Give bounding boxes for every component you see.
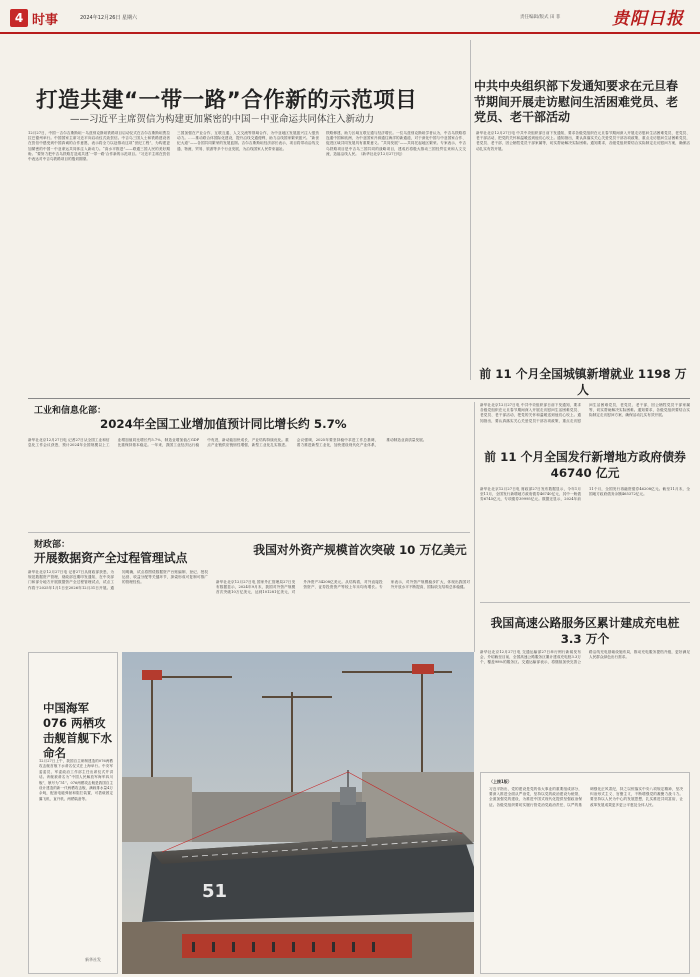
section-name: 时事: [32, 13, 59, 28]
section-divider: [480, 602, 690, 603]
lead-body-col-1: 12月27日，中国－吉尔吉斯斯坦－乌兹别克斯坦铁路项目启动仪式在吉尔吉斯斯坦贾拉拉巴德州举行。中国国家主席习近平向启动仪式致贺信。中吉乌三国人士和铁路建设者在贺信中感受到中国真诚的合作意愿，表示将全力以赴推动这项“世纪工程”，为构建更加紧密的中国－中亚命运共同体注入新动力。“高水平推进”——联通三国人民的美好期盼。“要努力把中吉乌铁路打造成共建‘一带一路’合作新的示范项目。”习近平主席在贺信中表达对中吉乌铁路项目的殷切期望。: [28, 131, 170, 162]
amphibious-ship-photo: [122, 652, 474, 974]
ship-illustration: [122, 652, 474, 974]
column-divider: [470, 40, 471, 380]
navy-sidebar: [28, 652, 118, 974]
lead-subhead: ——习近平主席贺信为构建更加紧密的中国－中亚命运共同体注入新动力: [70, 114, 375, 125]
navy-credit: 新华社发: [85, 957, 101, 962]
lead-headline: 打造共建“一带一路”合作新的示范项目: [36, 88, 418, 113]
page-number: 4: [10, 9, 28, 27]
bonds-headline: 前 11 个月全国发行新增地方政府债券 46740 亿元: [484, 450, 686, 480]
urban-jobs-body: 新华社北京12月27日电 中共中央组织部日前下发通知，要求各级党组织在元旦春节期间深入开展走访慰问生活困难党员、老党员、老干部活动，把党的关怀和温暖送到他们心坎上。通知指出，要认真落实关心关爱党员干部各项政策，重点走访慰问生活困难党员，老党员、老干部，因公牺牲党员干部家属等，切实帮助解决实际困难。通知要求，各级党组织要结合实际制定走访慰问方案，确保活动扎实有效开展。: [480, 403, 690, 423]
section-divider: [28, 532, 470, 533]
trade-body: 新华社北京12月27日电 国家外汇管理局27日发布数据显示，2024年9月末，我国对外资产规模首次突破10万亿美元，达到101281亿美元，对外净资产34208亿美元。从结构看，对外直接投资资产、证券投资资产等较上年末均有增长。专家表示，对外资产规模稳步扩大，体现出我国对外开放水平不断提高，国际收支结构总体稳健。: [216, 580, 470, 595]
lead-body-col-2: 三国加强在产业合作、互联互通、人文交流等领域合作，为中亚地区发展振兴注入强劲动力。……推动联合体国际化建设，提升沿线交通便利，助力沿线国家繁荣振兴。“新世纪大道”——各国共同繁荣的发展蓝图。吉尔吉斯斯坦经济部长表示，项目将带动沿线交通、物流、贸易、旅游等多个行业发展，为沿线国家人民带来福祉。: [177, 131, 319, 151]
bonds-body: 新华社北京12月27日电 财政部27日发布数据显示，今年1月至11月，全国发行新增地方政府债券46740亿元，其中一般债券6745亿元，专项债券39995亿元。数据还显示，2024年前11个月，全国发行再融资债券46208亿元。截至11月末，全国地方政府债务余额465372亿元。: [480, 487, 690, 502]
issue-date: 2024年12月26日 星期六: [80, 15, 138, 21]
newspaper-logo: 贵阳日报: [612, 9, 684, 29]
navy-body: 12月27日上午，我国自主研制建造的076两栖攻击舰首舰下水命名仪式在上海举行。中央军委委员、军委政治工作部主任出席仪式并讲话。该舰被命名为“中国人民解放军海军四川舰”，舷号为“51”。076两栖攻击舰是我国自主设计建造的新一代两栖攻击舰，满载排水量4万余吨，配备电磁弹射和阻拦装置，可搭载固定翼飞机、直升机、两栖装备等。: [39, 759, 113, 801]
urban-jobs-headline: 前 11 个月全国城镇新增就业 1198 万人: [479, 367, 687, 397]
finance-headline: 开展数据资产全过程管理试点: [34, 551, 188, 565]
commentary-title: （上接1版）: [489, 779, 512, 784]
editor-credit: 责任编辑/版式 田 菲: [520, 15, 561, 20]
industry-label: 工业和信息化部：: [34, 406, 107, 416]
commentary-box: [480, 772, 690, 974]
navy-headline: 中国海军 076 两栖攻击舰首舰下水命名: [43, 701, 112, 760]
right-top-body: 新华社北京12月27日电 中共中央组织部日前下发通知，要求各级党组织在元旦春节期间深入开展走访慰问生活困难党员、老党员、老干部活动，把党的关怀和温暖送到他们心坎上。通知指出，要认真落实关心关爱党员干部各项政策，重点走访慰问生活困难党员，老党员、老干部，因公牺牲党员干部家属等，切实帮助解决实际困难。通知要求，各级党组织要结合实际制定走访慰问方案，确保活动扎实有效开展。: [476, 131, 690, 151]
highway-headline: 我国高速公路服务区累计建成充电桩 3.3 万个: [490, 616, 680, 646]
right-top-headline: 中共中央组织部下发通知要求在元旦春节期间开展走访慰问生活困难党员、老党员、老干部活动: [474, 79, 679, 124]
svg-text:51: 51: [202, 881, 228, 902]
lead-body-col-3: 铁路修建，助力区域互联互通与经济增长。一位乌兹别克斯坦学者认为，中吉乌铁路将连通中国和欧洲，为中亚国家开辟通往海洋的新通道，对于深化中国与中亚国家合作、促进区域共同发展具有重要意义。“共同发展”——共同托起地区繁荣。专家表示，中吉乌铁路项目是中吉乌三国共同的战略项目，建成后将极大推动三国经贸往来和人文交流，造福沿线人民。（新华社北京12月27日电）: [326, 131, 466, 156]
trade-headline: 我国对外资产规模首次突破 10 万亿美元: [253, 543, 467, 557]
finance-body: 新华社北京12月27日电 记者27日从财政部获悉，为规范数据资产管理，财政部近期印发通知，在中央部门和部分地方开展数据资产全过程管理试点，试点工作将于2025年1月1日至2026年12月31日开展。通知明确，试点将围绕数据资产台账编制、登记、授权运营、收益分配等关键环节，探索形成可复制可推广的管理经验。: [28, 570, 208, 590]
section-divider: [28, 398, 690, 399]
highway-body: 新华社北京12月27日电 交通运输部27日举行例行新闻发布会，介绍截至目前，全国高速公路服务区累计建成充电桩3.3万个，覆盖98%的服务区。交通运输部表示，将继续加快完善公路沿线充电基础设施布局，推动充电服务提档升级，更好满足人民群众绿色出行需求。: [480, 650, 690, 665]
commentary-body: 习近平指出，党的建设是党的伟大事业的重要组成部分，要深入推进全面从严治党，坚持以党的政治建设为统领，全面加强党的建设，为推进中国式现代化提供坚强政治保证。各级党组织要切实履行管党治党政治责任，以严的基调强化正风肃纪，持之以恒落实中央八项规定精神，坚决纠治形式主义、官僚主义，不断增强党的凝聚力战斗力。要坚持以人民为中心的发展思想，扎实推进共同富裕，让改革发展成果更多更公平惠及全体人民。: [489, 787, 683, 807]
column-divider: [474, 402, 475, 652]
industry-body: 新华社北京12月27日电 记者27日从全国工业和信息化工作会议获悉，预计2024年全国规模以上工业增加值同比增长约5.7%，制造业增加值占GDP比重保持基本稳定。一年来，我国工业经济运行稳中有进，新动能加快成长，产业结构持续优化。重点产业链供应链韧性增强，新型工业化扎实推进。会议强调，2025年要坚持稳中求进工作总基调，着力推进新型工业化，加快建设现代化产业体系，推动制造业高质量发展。: [28, 438, 427, 448]
finance-label: 财政部：: [34, 540, 71, 550]
masthead: [0, 0, 700, 34]
industry-headline: 2024年全国工业增加值预计同比增长约 5.7%: [100, 417, 347, 431]
